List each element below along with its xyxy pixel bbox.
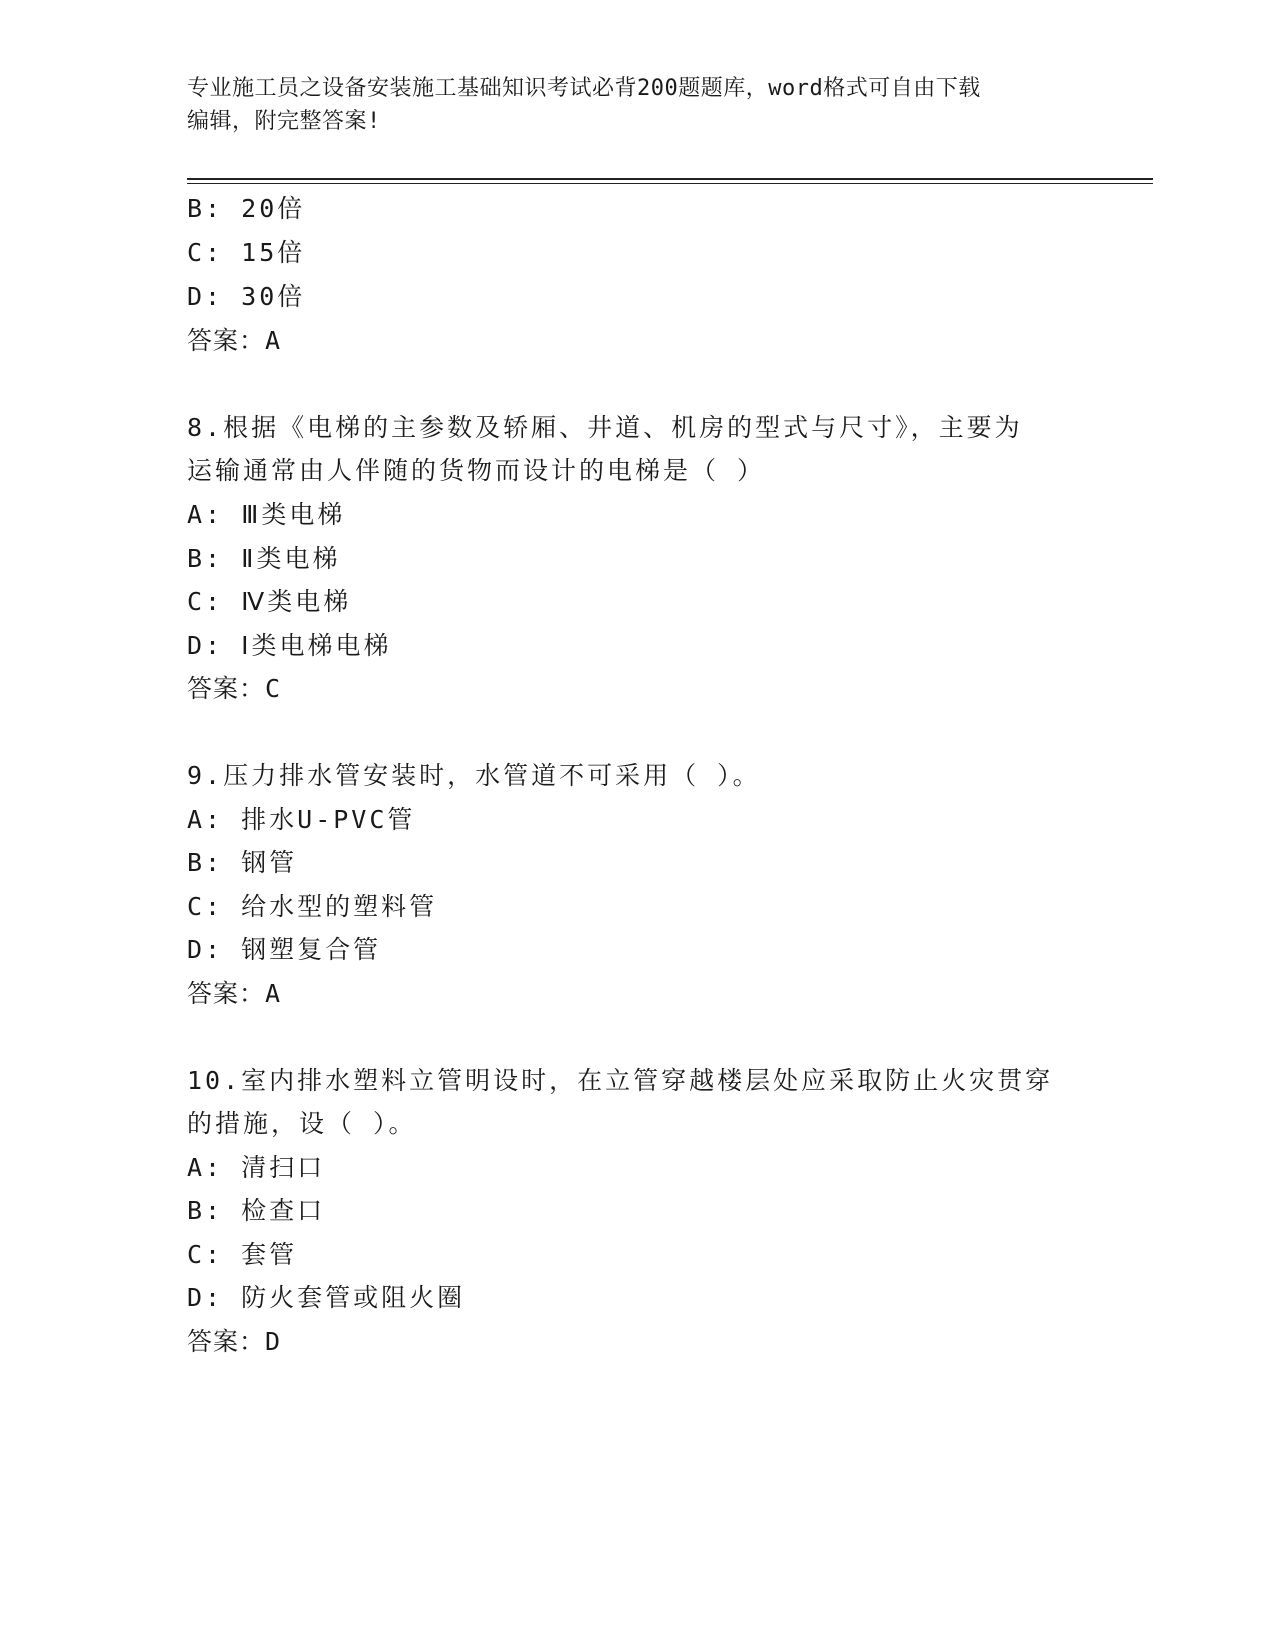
header-line-1: 专业施工员之设备安装施工基础知识考试必背200题题库，word格式可自由下载	[187, 76, 981, 101]
header-divider-thin	[187, 183, 1153, 184]
q10-stem-line-1: 10.室内排水塑料立管明设时，在立管穿越楼层处应采取防止火灾贯穿	[187, 1066, 1054, 1095]
q9-option-a: A: 排水U-PVC管	[187, 805, 416, 834]
q9-option-c: C: 给水型的塑料管	[187, 892, 438, 921]
q9-answer: 答案：A	[187, 979, 282, 1008]
q10-option-c: C: 套管	[187, 1240, 298, 1269]
q10-stem-line-2: 的措施，设（ ）。	[187, 1109, 417, 1138]
q8-stem-line-1: 8.根据《电梯的主参数及轿厢、井道、机房的型式与尺寸》，主要为	[187, 413, 1023, 442]
q8-option-a: A: Ⅲ类电梯	[187, 500, 346, 529]
q7-option-c: C: 15倍	[187, 238, 306, 267]
q7-option-b: B: 20倍	[187, 194, 306, 223]
q9-option-d: D: 钢塑复合管	[187, 935, 382, 964]
header-line-2: 编辑，附完整答案!	[187, 109, 381, 134]
q9-option-b: B: 钢管	[187, 848, 298, 877]
document-header	[187, 72, 1087, 138]
q10-option-b: B: 检查口	[187, 1196, 326, 1225]
q10-option-a: A: 清扫口	[187, 1153, 326, 1182]
q8-option-c: C: Ⅳ类电梯	[187, 587, 352, 616]
q8-stem-line-2: 运输通常由人伴随的货物而设计的电梯是（ ）	[187, 456, 766, 485]
q7-option-d: D: 30倍	[187, 282, 306, 311]
header-divider-thick	[187, 178, 1153, 180]
q8-option-b: B: Ⅱ类电梯	[187, 544, 341, 573]
q10-option-d: D: 防火套管或阻火圈	[187, 1283, 466, 1312]
q8-answer: 答案：C	[187, 674, 282, 703]
q8-option-d: D: Ⅰ类电梯电梯	[187, 631, 392, 660]
q7-answer: 答案：A	[187, 326, 282, 355]
q9-stem-line-1: 9.压力排水管安装时，水管道不可采用（ ）。	[187, 761, 761, 790]
q10-answer: 答案：D	[187, 1327, 282, 1356]
